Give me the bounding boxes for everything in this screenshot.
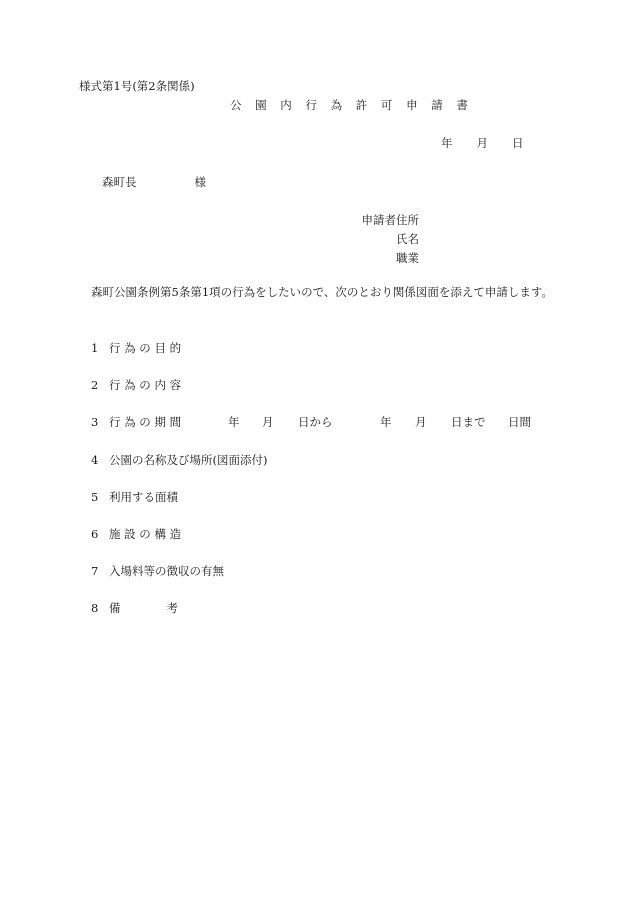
- item-number: 5: [91, 490, 99, 504]
- period-start-month-label: 月: [262, 415, 274, 429]
- item-number: 8: [91, 601, 99, 615]
- applicant-address-label: 申請者住所: [361, 213, 419, 227]
- item-structure: [91, 529, 181, 541]
- addressee-honorific: 様: [194, 175, 206, 189]
- date-year-label: 年: [441, 136, 453, 150]
- item-label: 入場料等の徴収の有無: [109, 564, 224, 578]
- applicant-occupation-label: 職業: [396, 251, 419, 265]
- period-start-day-label: 日から: [298, 415, 333, 429]
- date-line: [441, 138, 524, 150]
- item-label: 施 設 の 構 造: [109, 527, 182, 541]
- applicant-block: [362, 211, 420, 268]
- item-label: 公園の名称及び場所(図面添付): [109, 453, 268, 467]
- item-number: 4: [91, 453, 99, 467]
- period-end-day-label: 日まで: [451, 415, 486, 429]
- item-label: 備 考: [109, 601, 178, 615]
- item-label: 行 為 の 期 間: [109, 415, 182, 429]
- intro-statement: 森町公園条例第5条第1項の行為をしたいので、次のとおり関係図面を添えて申請します。: [91, 285, 553, 299]
- applicant-name-label: 氏名: [396, 232, 419, 246]
- period-days-label: 日間: [508, 415, 531, 429]
- item-area: [91, 492, 178, 504]
- period-end-month-label: 月: [415, 415, 427, 429]
- item-number: 7: [91, 564, 99, 578]
- addressee: [102, 177, 206, 189]
- item-number: 1: [91, 341, 99, 355]
- item-number: 3: [91, 415, 99, 429]
- item-label: 利用する面積: [109, 490, 178, 504]
- period-start-year-label: 年: [228, 415, 240, 429]
- item-purpose: [91, 343, 181, 355]
- item-remarks: [91, 603, 178, 615]
- item-content: [91, 380, 181, 392]
- item-number: 2: [91, 378, 99, 392]
- date-month-label: 月: [476, 136, 488, 150]
- item-admission-fee: [91, 566, 224, 578]
- period-end-year-label: 年: [380, 415, 392, 429]
- item-label: 行 為 の 内 容: [109, 378, 182, 392]
- item-label: 行 為 の 目 的: [109, 341, 182, 355]
- form-number: 様式第1号(第2条関係): [79, 79, 195, 93]
- item-park-location: [91, 455, 267, 467]
- addressee-name: 森町長: [102, 175, 137, 189]
- document-title: 公 園 内 行 為 許 可 申 請 書: [230, 98, 473, 112]
- item-period: [91, 417, 181, 429]
- item-number: 6: [91, 527, 99, 541]
- date-day-label: 日: [512, 136, 524, 150]
